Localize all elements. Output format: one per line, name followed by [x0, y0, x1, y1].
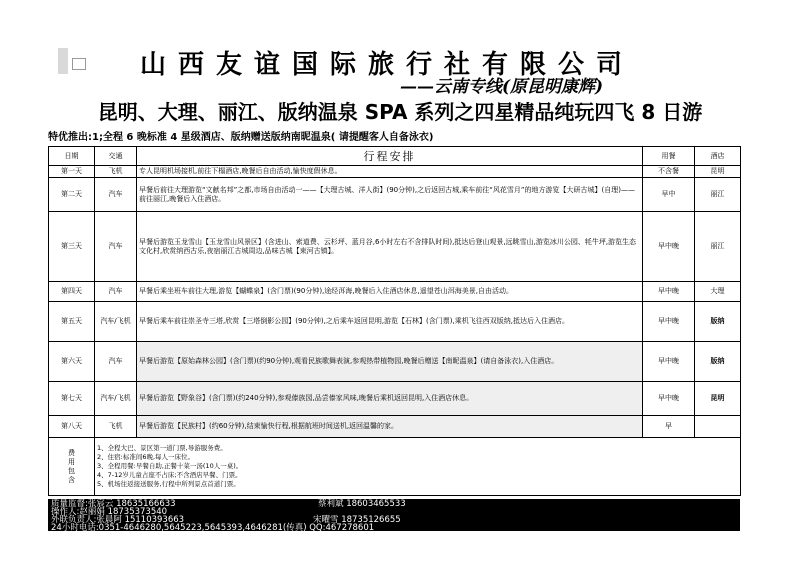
row-meal: 早中 — [643, 178, 695, 212]
note-line: 2、住宿:标准间6晚,每人一床位。 — [97, 453, 195, 461]
header-day: 日期 — [49, 147, 95, 166]
table-header-row — [49, 147, 741, 166]
row-day: 第三天 — [49, 212, 95, 282]
quality-supervisor-2: 蔡利斌 18603465533 — [318, 499, 406, 509]
row-day: 第二天 — [49, 178, 95, 212]
row-desc: 早餐后游览玉龙雪山【玉龙雪山风景区】(含进山、索道费、云杉坪、蓝月谷,6小时左右不含排队时间),抵达后登山观景,远眺雪山,游览冰川公园、牦牛坪,游览生态文化村,欣赏纳西古乐,夜宿丽江古城周边,品味古城【束河古镇】。 — [137, 212, 643, 282]
row-meal: 早 — [643, 416, 695, 438]
row-desc: 早餐后乘车前往崇圣寺三塔,欣赏【三塔倒影公园】(90分钟),之后乘车返回昆明,游览【石林】(含门票),乘机飞往西双版纳,抵达后入住酒店。 — [137, 302, 643, 342]
company-name: 山西友谊国际旅行社有限公司 — [140, 50, 635, 80]
note-line: 3、全程用餐:早餐自助,正餐十菜一汤(10人一桌)。 — [97, 462, 243, 470]
row-desc: 早餐后乘坐班车前往大理,游览【蝴蝶泉】(含门票)(90分钟),途经洱海,晚餐后入住酒店休息,遥望苍山洱海美景,自由活动。 — [137, 282, 643, 302]
tour-title: 昆明、大理、丽江、版纳温泉 SPA 系列之四星精品纯玩四飞 8 日游 — [97, 100, 703, 124]
contact-footer — [48, 499, 740, 531]
row-hotel: 大理 — [695, 282, 741, 302]
logo-mark-outline — [72, 58, 86, 70]
row-meal: 早中晚 — [643, 342, 695, 382]
liaison-manager: 外联负责人:张晨阿 15110393663 — [51, 515, 185, 525]
notes-label-char: 费 — [68, 448, 75, 457]
notes-label-char: 用 — [68, 457, 75, 466]
company-subline: ——云南专线(原昆明康辉) — [400, 77, 604, 97]
liaison-manager-2: 宋曜雪 18735126655 — [313, 515, 401, 525]
table-row — [49, 178, 741, 212]
table-row — [49, 212, 741, 282]
row-transport: 飞机 — [95, 416, 137, 438]
row-desc: 早餐后游览【野象谷】(含门票)(约240分钟),参观傣族园,品尝傣家风味,晚餐后乘机返回昆明,入住酒店休息。 — [137, 382, 643, 416]
notes-label-char: 包 — [68, 466, 75, 475]
header-transport: 交通 — [95, 147, 137, 166]
row-day: 第六天 — [49, 342, 95, 382]
row-meal: 早中晚 — [643, 282, 695, 302]
notes-label-char: 含 — [68, 475, 75, 484]
row-day: 第八天 — [49, 416, 95, 438]
table-row — [49, 342, 741, 382]
notes-row — [49, 438, 741, 496]
row-day: 第七天 — [49, 382, 95, 416]
row-day: 第五天 — [49, 302, 95, 342]
header-plan: 行程安排 — [137, 147, 643, 166]
notes-label — [49, 438, 95, 496]
row-transport: 汽车 — [95, 282, 137, 302]
logo-mark — [58, 48, 68, 74]
table-row — [49, 282, 741, 302]
promo-line: 特优推出:1;全程 6 晚标准 4 星级酒店、版纳赠送版纳南昵温泉( 请提醒客人自备泳衣) — [48, 132, 434, 143]
row-hotel — [695, 416, 741, 438]
row-meal: 早中晚 — [643, 382, 695, 416]
row-transport: 汽车 — [95, 178, 137, 212]
header-meal: 用餐 — [643, 147, 695, 166]
row-day: 第四天 — [49, 282, 95, 302]
row-transport: 汽车/飞机 — [95, 382, 137, 416]
itinerary-table — [48, 146, 741, 496]
note-line: 5、机场往返接送服务,行程中所列景点首道门票。 — [97, 480, 240, 488]
row-hotel: 版纳 — [695, 342, 741, 382]
row-transport: 汽车 — [95, 212, 137, 282]
row-desc: 早餐后游览【原始森林公园】(含门票)(约90分钟),观看民族歌舞表演,参观热带植物园,晚餐后赠送【南昵温泉】(请自备泳衣),入住酒店。 — [137, 342, 643, 382]
table-row — [49, 166, 741, 178]
row-hotel: 昆明 — [695, 166, 741, 178]
row-day: 第一天 — [49, 166, 95, 178]
row-meal: 早中晚 — [643, 212, 695, 282]
row-hotel: 丽江 — [695, 212, 741, 282]
note-line: 4、7-12岁儿童占座不占床;不含酒店早餐、门票。 — [97, 471, 242, 479]
table-row — [49, 416, 741, 438]
row-meal: 不含餐 — [643, 166, 695, 178]
row-desc: 专人昆明机场接机,前往下榻酒店,晚餐后自由活动,愉快度假休息。 — [137, 166, 643, 178]
row-desc: 早餐后游览【民族村】(约60分钟),结束愉快行程,根据航班时间送机,返回温馨的家。 — [137, 416, 643, 438]
row-hotel: 昆明 — [695, 382, 741, 416]
row-hotel: 丽江 — [695, 178, 741, 212]
row-meal: 早中晚 — [643, 302, 695, 342]
row-transport: 汽车 — [95, 342, 137, 382]
note-line: 1、全程大巴、景区第一道门票,导游服务费。 — [97, 444, 227, 452]
row-transport: 汽车/飞机 — [95, 302, 137, 342]
table-row — [49, 302, 741, 342]
hotline: 24小时电话:0351-4646280,5645223,5645393,4646281(传真) QQ:467278601 — [51, 523, 375, 533]
table-row — [49, 382, 741, 416]
row-transport: 飞机 — [95, 166, 137, 178]
row-hotel: 版纳 — [695, 302, 741, 342]
operator: 操作人:赵丽娟 18735373540 — [51, 507, 168, 517]
quality-supervisor: 质量监督:张宸云 18635166633 — [51, 499, 176, 509]
row-desc: 早餐后前往大理游览“文献名邦”之都,市场自由活动一——【大理古城、洋人街】(90分钟),之后返回古城,乘车前往“风花雪月”的地方游览【大研古城】(自理)——前往丽江,晚餐后入住酒店。 — [137, 178, 643, 212]
footer-line — [48, 524, 740, 532]
header-hotel: 酒店 — [695, 147, 741, 166]
notes-content — [95, 438, 741, 496]
